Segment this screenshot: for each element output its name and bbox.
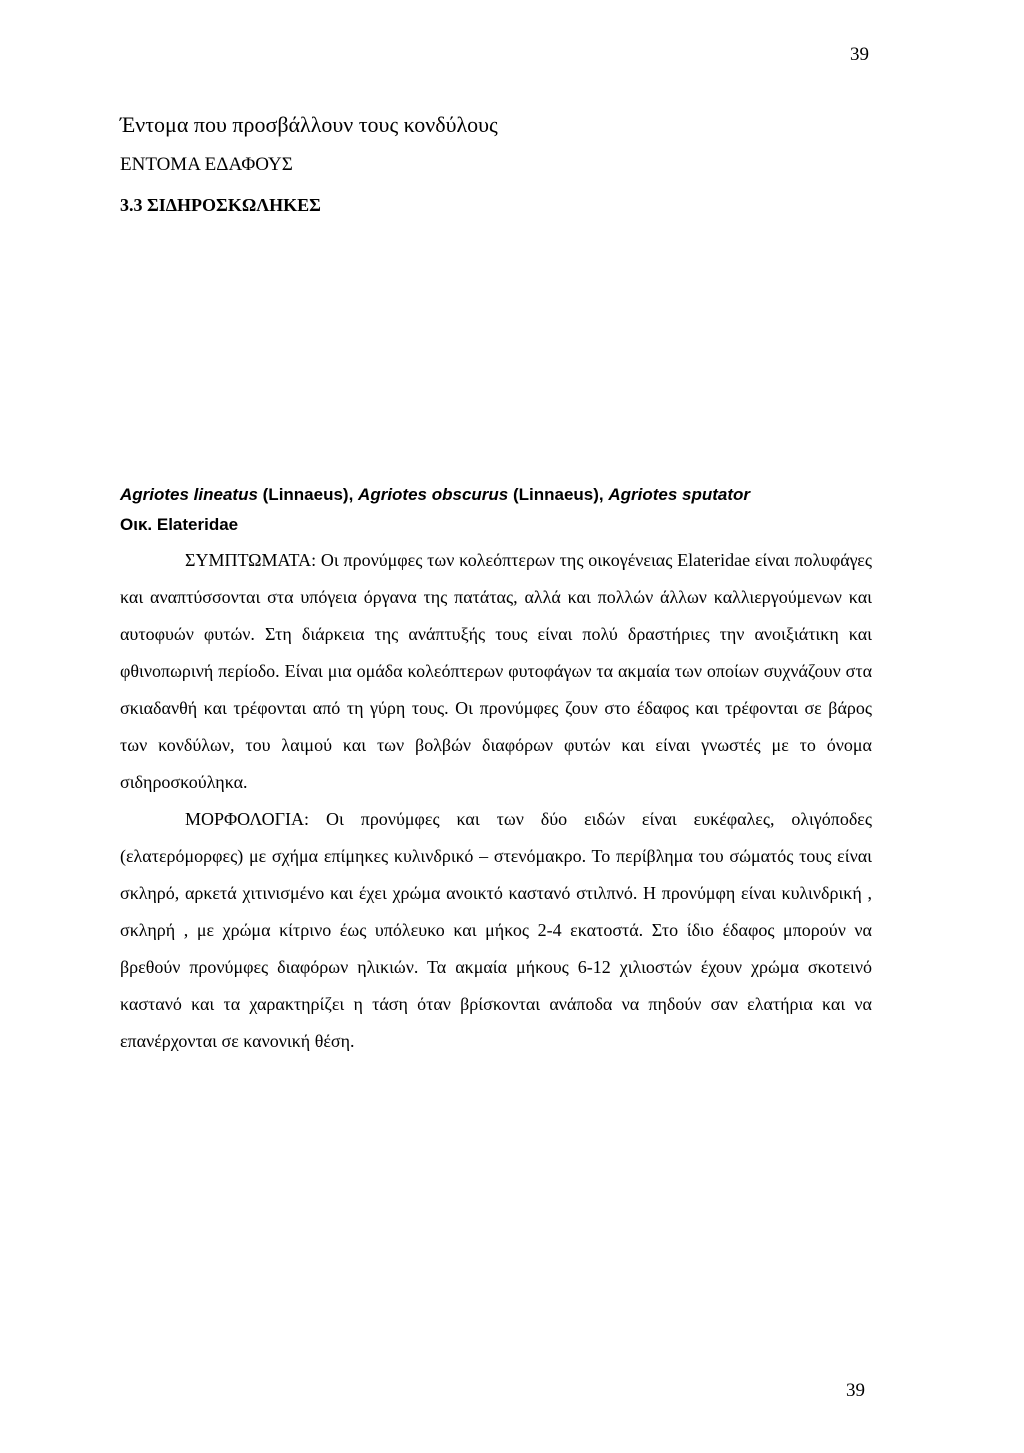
category-heading: ΕΝΤΟΜΑ ΕΔΑΦΟΥΣ xyxy=(120,154,293,175)
species-author-2: (Linnaeus), xyxy=(508,485,609,504)
species-author-1: (Linnaeus), xyxy=(257,485,359,504)
family-line: Οικ. Elateridae xyxy=(120,515,239,534)
page-number-top: 39 xyxy=(850,44,869,65)
morphology-paragraph: ΜΟΡΦΟΛΟΓΙΑ: Οι προνύμφες και των δύο ειδών είναι ευκέφαλες, ολιγόποδες (ελατερόμορφες) με σχήμα επίμηκες κυλινδρικό – στενόμακρο. Το περίβλημα του σώματός τους είναι σκληρό, αρκετά χιτινισμένο και έχει χρώμα ανοικτό καστανό στιλπνό. Η προνύμφη είναι κυλινδρική , σκληρή , με χρώμα κίτρινο έως υπόλευκο και μήκος 2-4 εκατοστά. Στο ίδιο έδαφος μπορούν να βρεθούν προνύμφες διαφόρων ηλικιών. Τα ακμαία μήκους 6-12 χιλιοστών έχουν χρώμα σκοτεινό καστανό και τα χαρακτηρίζει η τάση όταν βρίσκονται ανάποδα να πηδούν σαν ελατήρια και να επανέρχονται σε κανονική θέση. xyxy=(120,809,872,1051)
species-name-2: Agriotes obscurus xyxy=(358,485,509,504)
section-heading: 3.3 ΣΙΔΗΡΟΣΚΩΛΗΚΕΣ xyxy=(120,195,321,215)
symptoms-paragraph: ΣΥΜΠΤΩΜΑΤΑ: Οι προνύμφες των κολεόπτερων της οικογένειας Elateridae είναι πολυφάγες και αναπτύσσονται στα υπόγεια όργανα της πατάτας, αλλά και πολλών άλλων καλλιεργούμενων και αυτοφυών φυτών. Στη διάρκεια της ανάπτυξής τους είναι πολύ δραστήριες την ανοιξιάτικη και φθινοπωρινή περίοδο. Είναι μια ομάδα κολεόπτερων φυτοφάγων τα ακμαία των οποίων συχνάζουν στα σκιαδανθή και τρέφονται από τη γύρη τους. Οι προνύμφες ζουν στο έδαφος και τρέφονται σε βάρος των κονδύλων, του λαιμού και των βολβών διαφόρων φυτών και είναι γνωστές με το όνομα σιδηροσκούληκα. xyxy=(120,550,872,792)
heading-block xyxy=(120,110,920,218)
species-name-3: Agriotes sputator xyxy=(608,485,751,504)
page-number-bottom: 39 xyxy=(846,1380,865,1401)
chapter-title: Έντομα που προσβάλλουν τους κονδύλους xyxy=(120,112,498,137)
species-line xyxy=(120,480,872,510)
document-body xyxy=(120,480,872,1060)
species-name-1: Agriotes lineatus xyxy=(120,485,258,504)
